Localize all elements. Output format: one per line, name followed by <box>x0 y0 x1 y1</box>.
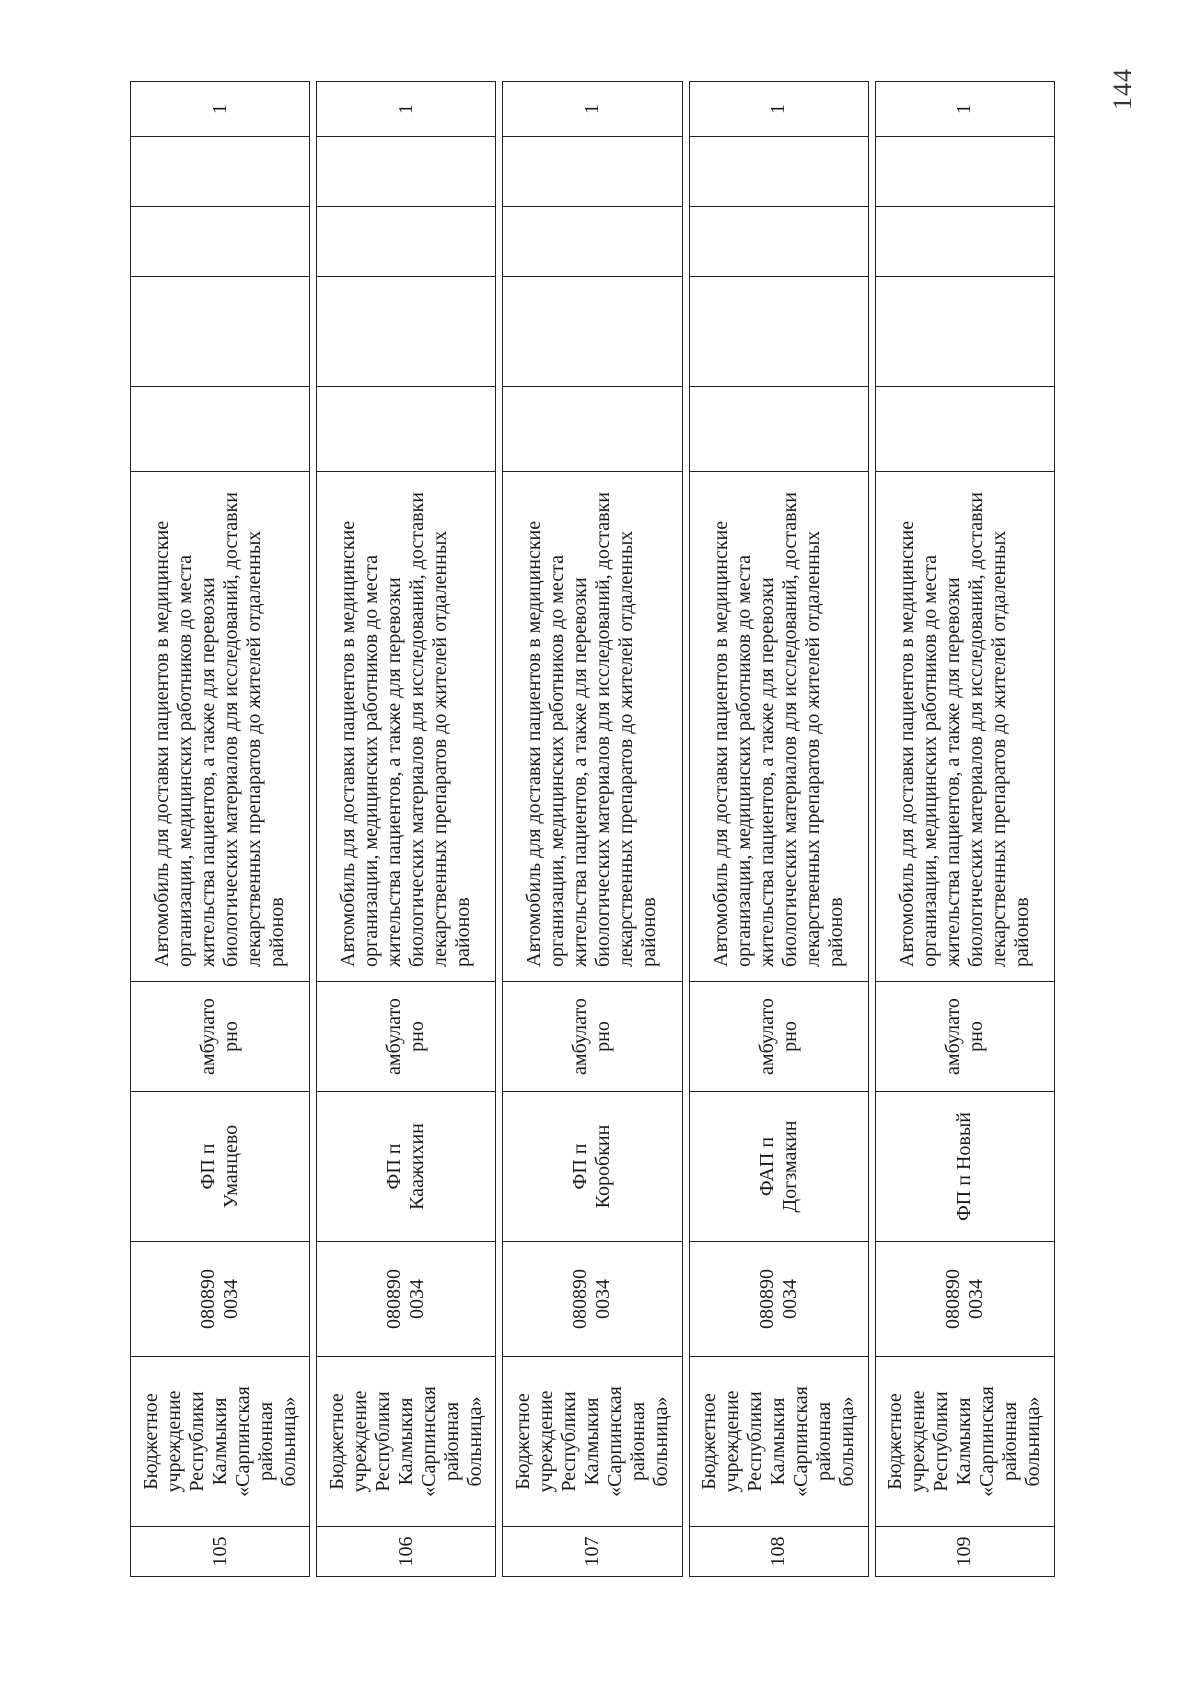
row-separator <box>682 82 689 1577</box>
organization-name: Бюджетное учреждение Республики Калмыкия «Сарпинская районная больница» <box>875 1357 1054 1527</box>
empty-cell <box>689 137 868 207</box>
organization-name: Бюджетное учреждение Республики Калмыкия «Сарпинская районная больница» <box>317 1357 496 1527</box>
organization-code: 080890 0034 <box>689 1242 868 1357</box>
empty-cell <box>503 137 682 207</box>
empty-cell <box>131 277 310 387</box>
medical-unit: ФП п Новый <box>875 1092 1054 1242</box>
table-row <box>131 82 310 1577</box>
empty-cell <box>875 277 1054 387</box>
table-row <box>689 82 868 1577</box>
medical-unit: ФП п Коробкин <box>503 1092 682 1242</box>
empty-cell <box>875 387 1054 472</box>
care-type: амбулато рно <box>875 982 1054 1092</box>
rotated-table-container <box>130 82 1055 1577</box>
organization-name: Бюджетное учреждение Республики Калмыкия «Сарпинская районная больница» <box>689 1357 868 1527</box>
organization-code: 080890 0034 <box>503 1242 682 1357</box>
row-separator <box>310 82 317 1577</box>
empty-cell <box>875 207 1054 277</box>
row-number: 106 <box>317 1527 496 1577</box>
table-row <box>875 82 1054 1577</box>
organization-code: 080890 0034 <box>317 1242 496 1357</box>
care-type: амбулато рно <box>131 982 310 1092</box>
empty-cell <box>317 277 496 387</box>
empty-cell <box>131 387 310 472</box>
empty-cell <box>317 207 496 277</box>
row-number: 107 <box>503 1527 682 1577</box>
care-type: амбулато рно <box>689 982 868 1092</box>
empty-cell <box>131 137 310 207</box>
table-row <box>503 82 682 1577</box>
empty-cell <box>317 137 496 207</box>
table-row <box>317 82 496 1577</box>
quantity: 1 <box>503 82 682 137</box>
empty-cell <box>875 137 1054 207</box>
medical-unit: ФАП п Догзмакин <box>689 1092 868 1242</box>
quantity: 1 <box>875 82 1054 137</box>
empty-cell <box>689 387 868 472</box>
row-number: 105 <box>131 1527 310 1577</box>
quantity: 1 <box>317 82 496 137</box>
organization-code: 080890 0034 <box>131 1242 310 1357</box>
empty-cell <box>131 207 310 277</box>
care-type: амбулато рно <box>503 982 682 1092</box>
empty-cell <box>503 387 682 472</box>
row-separator <box>868 82 875 1577</box>
empty-cell <box>503 207 682 277</box>
equipment-table <box>130 81 1055 1577</box>
empty-cell <box>503 277 682 387</box>
empty-cell <box>689 207 868 277</box>
row-number: 109 <box>875 1527 1054 1577</box>
medical-unit: ФП п Уманцево <box>131 1092 310 1242</box>
medical-unit: ФП п Каажихин <box>317 1092 496 1242</box>
page-number: 144 <box>1108 68 1137 110</box>
empty-cell <box>317 387 496 472</box>
quantity: 1 <box>131 82 310 137</box>
row-number: 108 <box>689 1527 868 1577</box>
organization-code: 080890 0034 <box>875 1242 1054 1357</box>
equipment-description: Автомобиль для доставки пациентов в медицинские организации, медицинских работников до места жительства пациентов, а также для перевозки биологических материалов для исследований, доставки лекарственных препаратов до жителей отдаленных районов <box>875 472 1054 982</box>
quantity: 1 <box>689 82 868 137</box>
organization-name: Бюджетное учреждение Республики Калмыкия «Сарпинская районная больница» <box>503 1357 682 1527</box>
empty-cell <box>689 277 868 387</box>
organization-name: Бюджетное учреждение Республики Калмыкия «Сарпинская районная больница» <box>131 1357 310 1527</box>
equipment-description: Автомобиль для доставки пациентов в медицинские организации, медицинских работников до места жительства пациентов, а также для перевозки биологических материалов для исследований, доставки лекарственных препаратов до жителей отдаленных районов <box>317 472 496 982</box>
equipment-description: Автомобиль для доставки пациентов в медицинские организации, медицинских работников до места жительства пациентов, а также для перевозки биологических материалов для исследований, доставки лекарственных препаратов до жителей отдаленных районов <box>131 472 310 982</box>
equipment-description: Автомобиль для доставки пациентов в медицинские организации, медицинских работников до места жительства пациентов, а также для перевозки биологических материалов для исследований, доставки лекарственных препаратов до жителей отдаленных районов <box>689 472 868 982</box>
row-separator <box>496 82 503 1577</box>
care-type: амбулато рно <box>317 982 496 1092</box>
equipment-description: Автомобиль для доставки пациентов в медицинские организации, медицинских работников до места жительства пациентов, а также для перевозки биологических материалов для исследований, доставки лекарственных препаратов до жителей отдаленных районов <box>503 472 682 982</box>
